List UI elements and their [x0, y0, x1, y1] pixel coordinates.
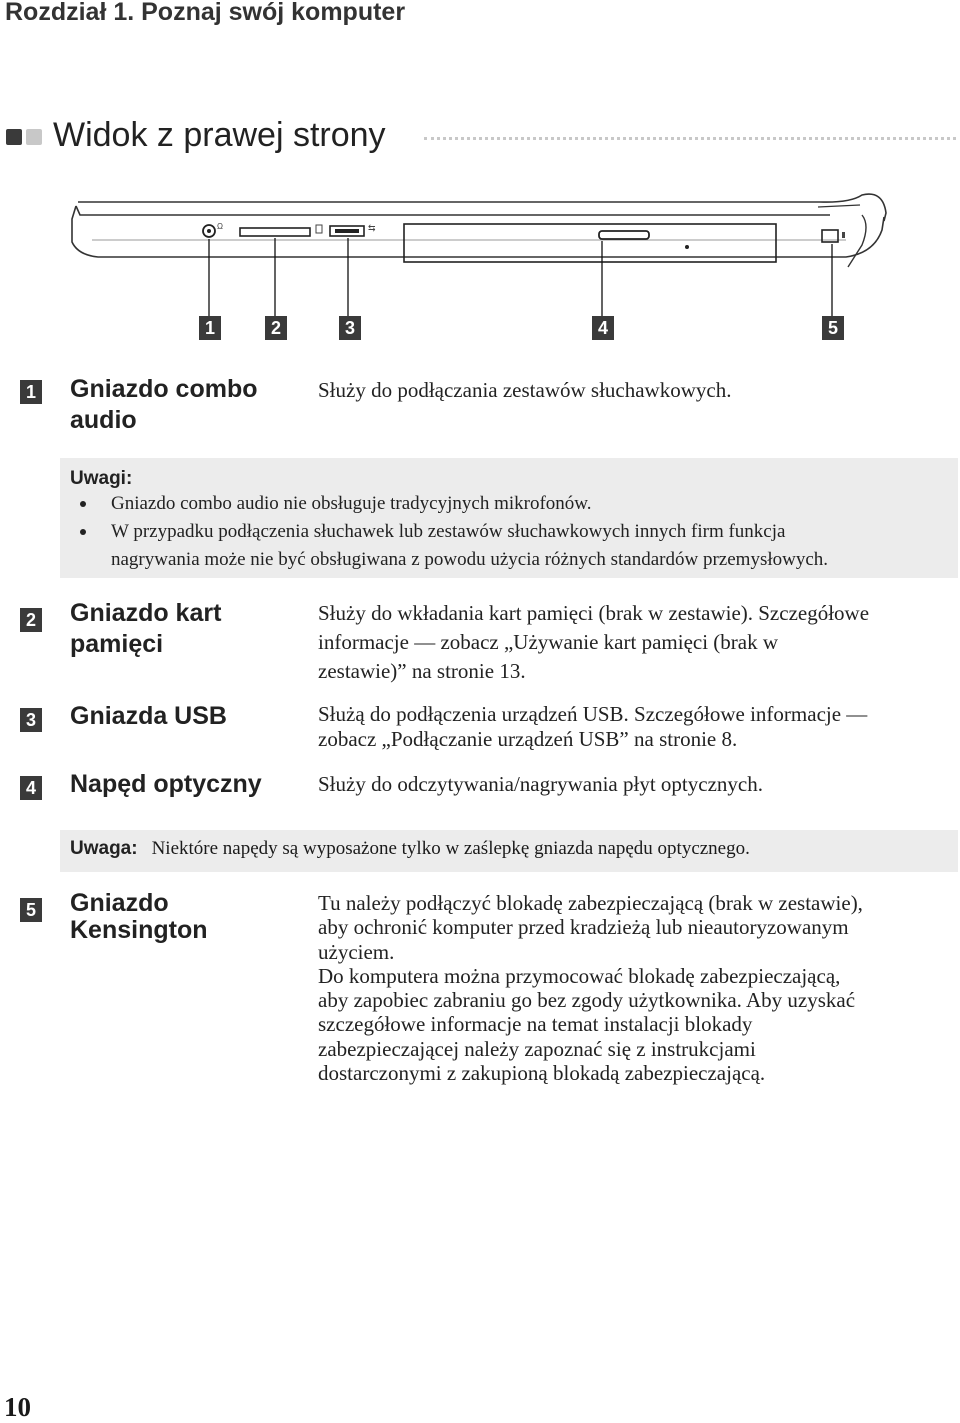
desc-line: szczegółowe informacje na temat instalacji blokady: [318, 1012, 753, 1037]
desc-line: aby zapobiec zabraniu go bez zgody użytkownika. Aby uzyskać: [318, 988, 856, 1013]
svg-text:⇆: ⇆: [368, 223, 376, 233]
desc-line: zobacz „Podłączanie urządzeń USB” na stronie 8.: [318, 727, 738, 751]
notes-item-text: nagrywania może nie być obsługiwana z powodu użycia różnych standardów przemysłowych.: [111, 549, 829, 570]
item-badge: 4: [20, 776, 42, 800]
page-number: 10: [4, 1392, 31, 1422]
laptop-side-figure: [0, 185, 960, 350]
item-description: [318, 599, 869, 686]
chapter-title: Rozdział 1. Poznaj swój komputer: [5, 0, 406, 26]
note-box: [60, 830, 958, 872]
item-description: [318, 702, 867, 752]
term-line: audio: [70, 406, 137, 434]
section-heading: [6, 116, 956, 160]
notes-item-text: W przypadku podłączenia słuchawek lub zestawów słuchawkowych innych firm funkcja: [111, 521, 786, 542]
audio-jack-icon: [203, 222, 223, 237]
desc-line: Służy do odczytywania/nagrywania płyt optycznych.: [318, 772, 763, 796]
item-description: [318, 770, 763, 799]
notes-box: [60, 458, 958, 578]
heading-rule: [424, 137, 956, 140]
desc-line: Służy do podłączania zestawów słuchawkowych.: [318, 378, 732, 402]
desc-line: zestawie)” na stronie 13.: [318, 659, 526, 683]
desc-line: zabezpieczającej należy zapoznać się z instrukcjami: [318, 1036, 756, 1061]
desc-line: Służy do wkładania kart pamięci (brak w zestawie). Szczegółowe: [318, 601, 870, 625]
desc-line: informacje — zobacz „Używanie kart pamięci (brak w: [318, 630, 779, 654]
notes-list: [70, 490, 958, 574]
bullet-icon: [80, 529, 86, 535]
callout-4: 4: [592, 316, 614, 340]
notes-item: [70, 490, 958, 518]
note-title: Uwaga:: [70, 838, 138, 859]
desc-line: użyciem.: [318, 939, 395, 964]
callout-5: 5: [822, 316, 844, 340]
term-line: pamięci: [70, 630, 164, 658]
note-text: Niektóre napędy są wyposażone tylko w zaślepkę gniazda napędu optycznego.: [151, 838, 750, 859]
callout-2: 2: [265, 316, 287, 340]
term-line: Gniazda USB: [70, 702, 227, 730]
laptop-side-illustration: [0, 185, 960, 350]
heading-square-dark: [6, 129, 22, 145]
item-term: [70, 598, 221, 660]
item-badge: 2: [20, 608, 42, 632]
desc-line: aby ochronić komputer przed kradzieżą lub nieautoryzowanym: [318, 915, 849, 940]
desc-line: dostarczonymi z zakupioną blokadą zabezpieczającą.: [318, 1061, 766, 1086]
callout-1: 1: [199, 316, 221, 340]
item-term: [70, 374, 258, 436]
term-line: Gniazdo combo: [70, 375, 258, 403]
desc-line: Do komputera można przymocować blokadę zabezpieczającą,: [318, 963, 841, 988]
callout-3: 3: [339, 316, 361, 340]
item-badge: 1: [20, 380, 42, 404]
heading-square-light: [26, 129, 42, 145]
usb-port-icon: [330, 223, 376, 236]
desc-line: Tu należy podłączyć blokadę zabezpieczającą (brak w zestawie),: [318, 891, 863, 915]
card-reader-slot-icon: [240, 225, 322, 236]
item-term: [70, 769, 262, 800]
term-line: Gniazdo kart: [70, 599, 222, 627]
notes-item-text: Gniazdo combo audio nie obsługuje tradycyjnych mikrofonów.: [111, 493, 592, 514]
term-line: Kensington: [70, 916, 208, 944]
item-badge: 3: [20, 708, 42, 732]
svg-text:Ω: Ω: [217, 222, 223, 231]
notes-item: [70, 518, 958, 574]
item-term: [70, 890, 208, 944]
notes-title: Uwagi:: [70, 468, 133, 489]
term-line: Gniazdo: [70, 889, 169, 917]
term-line: Napęd optyczny: [70, 770, 262, 798]
item-description: [318, 376, 731, 405]
item-description: [318, 891, 863, 1085]
item-term: [70, 701, 227, 732]
item-badge: 5: [20, 898, 42, 922]
desc-line: Służą do podłączenia urządzeń USB. Szczegółowe informacje —: [318, 702, 868, 726]
bullet-icon: [80, 501, 86, 507]
section-title: Widok z prawej strony: [53, 116, 386, 154]
